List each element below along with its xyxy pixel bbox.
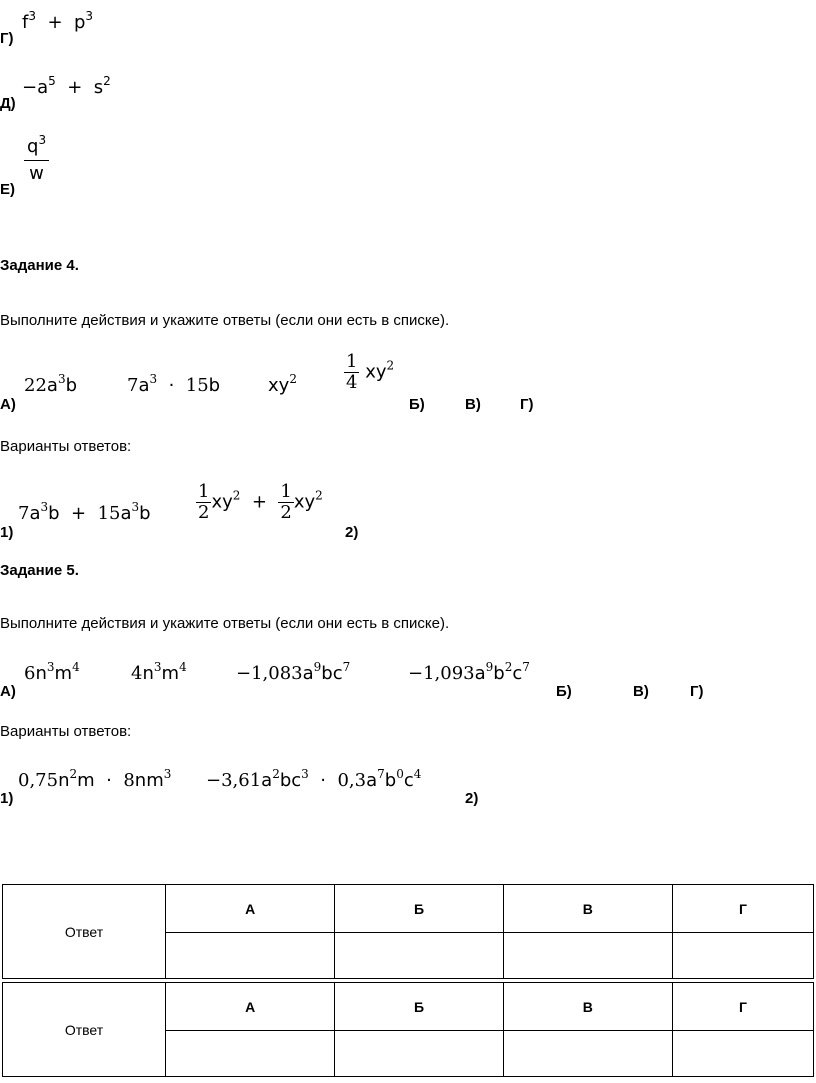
operator: + [67, 77, 83, 98]
exp: 3 [85, 9, 94, 23]
exp: 2 [103, 74, 111, 88]
task5-label-b: Б) [556, 683, 572, 700]
task5-title: Задание 5. [0, 562, 79, 579]
option-d-label: Д) [0, 95, 16, 112]
task5-answer-2-label: 2) [465, 790, 479, 807]
task4-answer-1: $7a^3b + 15a^3b$ [18, 500, 151, 524]
operator: + [47, 12, 63, 33]
denominator: w [29, 163, 44, 184]
var: a [37, 77, 49, 98]
task4-answer-2-label: 2) [345, 524, 359, 541]
task5-answer-1-label: 1) [0, 790, 14, 807]
task5-answer-1: $0,75n^2m \cdot 8nm^3$ [18, 767, 172, 791]
task4-item-a: $22a^3b$ [24, 372, 78, 396]
task4-label-g: Г) [520, 396, 534, 413]
var: s [93, 77, 104, 98]
numerator: $q^3$ [24, 136, 49, 161]
task4-answer-2: $\frac{1}{2}$ $xy^2$ + $\frac{1}{2}$ $xy^2$ [198, 481, 323, 523]
task4-item-b: $7a^3 \cdot 15b$ [127, 372, 221, 396]
task5-label-g: Г) [690, 683, 704, 700]
task5-item-g: $-1,093a^9b^2c^7$ [408, 660, 530, 684]
task4-title: Задание 4. [0, 257, 79, 274]
answer-col-header: Б [335, 885, 503, 933]
answer-col-header: В [503, 983, 672, 1031]
var: p [73, 12, 86, 33]
exp: 3 [28, 9, 36, 23]
task4-label-b: Б) [409, 396, 425, 413]
answer-col-header: А [166, 885, 335, 933]
option-g-expression [22, 9, 94, 33]
task5-item-b: $4n^3m^4$ [131, 660, 187, 684]
answer-col-header: В [503, 885, 672, 933]
answer-table-2 [2, 982, 814, 1077]
answer-cell[interactable] [335, 933, 503, 979]
task5-variants-title: Варианты ответов: [0, 723, 132, 740]
task5-label-a: А) [0, 683, 16, 700]
task5-answer-2: $-3,61a^2bc^3 \cdot 0,3a^7b^0c^4$ [206, 767, 422, 791]
option-g-label: Г) [0, 30, 14, 47]
answer-cell[interactable] [503, 933, 672, 979]
answer-row-label: Ответ [3, 983, 166, 1077]
fraction: $\frac{1}{4}$ [346, 351, 358, 393]
option-e-label: Е) [0, 181, 15, 198]
answer-cell[interactable] [503, 1031, 672, 1077]
var: f [22, 12, 29, 33]
task4-variants-title: Варианты ответов: [0, 438, 132, 455]
answer-cell[interactable] [166, 1031, 335, 1077]
answer-cell[interactable] [335, 1031, 503, 1077]
answer-cell[interactable] [166, 933, 335, 979]
answer-col-header: Г [672, 885, 813, 933]
task4-instruction: Выполните действия и укажите ответы (если они есть в списке). [0, 312, 450, 329]
answer-cell[interactable] [672, 933, 813, 979]
task5-instruction: Выполните действия и укажите ответы (если они есть в списке). [0, 615, 450, 632]
answer-col-header: А [166, 983, 335, 1031]
task4-label-a: А) [0, 396, 16, 413]
task4-item-v: $xy^2$ [268, 372, 297, 396]
answer-col-header: Б [335, 983, 503, 1031]
option-e-expression [24, 133, 49, 185]
fraction: $\frac{1}{2}$ [280, 481, 292, 523]
answer-table-1 [2, 884, 814, 979]
exp: 5 [48, 74, 56, 88]
task4-item-g: $\frac{1}{4}$ $xy^2$ [346, 351, 395, 393]
task5-item-a: $6n^3m^4$ [24, 660, 80, 684]
task5-item-v: $-1,083a^9bc^7$ [236, 660, 351, 684]
task4-label-v: В) [465, 396, 481, 413]
fraction [24, 133, 49, 185]
task4-answer-1-label: 1) [0, 524, 14, 541]
task5-label-v: В) [633, 683, 649, 700]
sign: − [22, 77, 38, 98]
option-d-expression [22, 74, 111, 98]
answer-cell[interactable] [672, 1031, 813, 1077]
answer-row-label: Ответ [3, 885, 166, 979]
fraction: $\frac{1}{2}$ [198, 481, 210, 523]
answer-col-header: Г [672, 983, 813, 1031]
